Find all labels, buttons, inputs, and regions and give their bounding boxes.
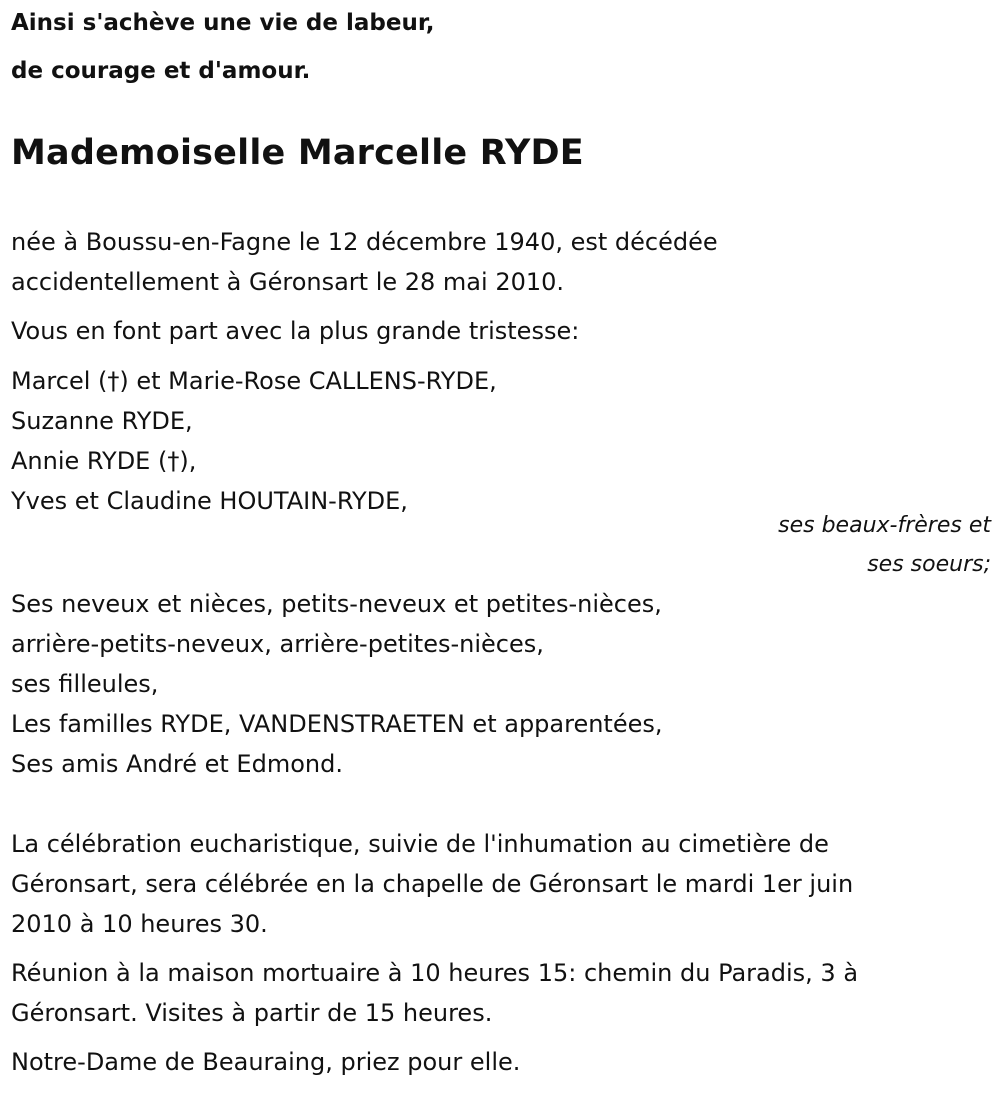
family-list xyxy=(11,584,663,784)
birth-death-line: née à Boussu-en-Fagne le 12 décembre 1940, est décédée xyxy=(11,228,718,256)
prayer xyxy=(11,1042,520,1082)
gathering-paragraph xyxy=(11,953,858,1033)
epigraph-line-1: Ainsi s'achève une vie de labeur, xyxy=(11,10,435,36)
gathering-line: Réunion à la maison mortuaire à 10 heures 15: chemin du Paradis, 3 à xyxy=(11,959,859,987)
family-entry: ses filleules, xyxy=(11,670,159,698)
prayer-text: Notre-Dame de Beauraing, priez pour elle. xyxy=(11,1048,521,1076)
ceremony-line: Géronsart, sera célébrée en la chapelle de Géronsart le mardi 1er juin xyxy=(11,870,854,898)
relation-line: ses beaux-frères et xyxy=(778,513,991,538)
siblings-relation xyxy=(778,506,991,584)
sibling-entry: Marcel (†) et Marie-Rose CALLENS-RYDE, xyxy=(11,367,497,395)
announcement-text: Vous en font part avec la plus grande tristesse: xyxy=(11,317,580,345)
gathering-line: Géronsart. Visites à partir de 15 heures. xyxy=(11,999,493,1027)
sibling-entry: Annie RYDE (†), xyxy=(11,447,197,475)
family-entry: arrière-petits-neveux, arrière-petites-nièces, xyxy=(11,630,544,658)
family-entry: Ses neveux et nièces, petits-neveux et petites-nièces, xyxy=(11,590,662,618)
family-entry: Les familles RYDE, VANDENSTRAETEN et apparentées, xyxy=(11,710,663,738)
ceremony-paragraph xyxy=(11,824,853,944)
sibling-entry: Yves et Claudine HOUTAIN-RYDE, xyxy=(11,487,408,515)
birth-death-line: accidentellement à Géronsart le 28 mai 2010. xyxy=(11,268,565,296)
siblings-list xyxy=(11,361,497,521)
ceremony-line: 2010 à 10 heures 30. xyxy=(11,910,268,938)
announcement xyxy=(11,311,579,351)
epigraph-line-2: de courage et d'amour. xyxy=(11,58,311,84)
relation-line: ses soeurs; xyxy=(867,552,991,577)
birth-death-paragraph xyxy=(11,222,718,302)
sibling-entry: Suzanne RYDE, xyxy=(11,407,193,435)
family-entry: Ses amis André et Edmond. xyxy=(11,750,343,778)
deceased-name: Mademoiselle Marcelle RYDE xyxy=(11,133,584,173)
ceremony-line: La célébration eucharistique, suivie de l'inhumation au cimetière de xyxy=(11,830,829,858)
